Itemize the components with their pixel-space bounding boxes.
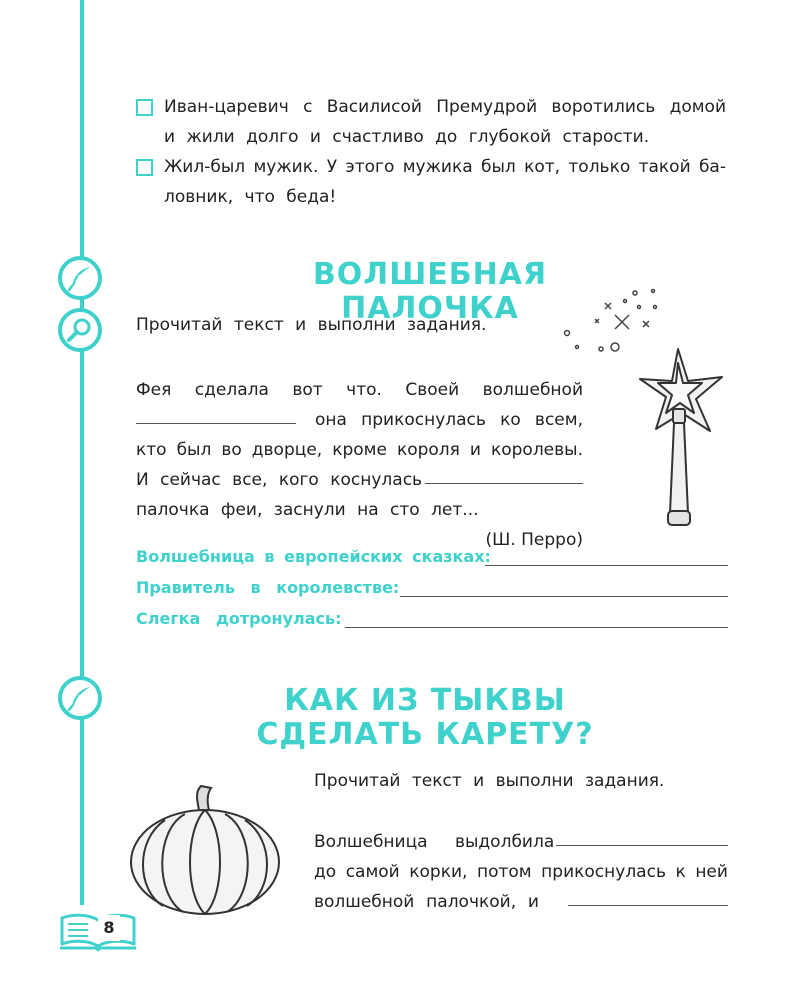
section2-line2-word: ней [695,862,728,882]
section1-line3-word: королевы. [490,440,583,460]
list-item-1-word: воротились [551,97,656,117]
answer-line-ruler[interactable] [400,596,728,597]
section2-line3-word: палочкой, [426,892,517,912]
section2-line3-word: и [527,892,539,912]
list-item-2-word: кот, [524,157,561,177]
list-item-2-line2: ловник, что беда! [164,187,337,207]
question-touched: Слегка дотронулась: [136,609,342,628]
section1-line1-word: Своей [405,380,460,400]
section1-line2-word: прикоснулась [361,410,486,430]
magic-wand-illustration [630,345,740,535]
list-item-2-word: мужика [402,157,473,177]
question-fairy: Волшебница в европейских сказках: [136,547,491,566]
margin-line [80,0,84,905]
list-item-2-word: У [326,157,338,177]
list-item-1-word: Иван-царевич [164,97,289,117]
section2-line2-word: потом [476,862,532,882]
section2-text [314,827,728,917]
section1-line3-word: был [176,440,212,460]
feather-icon [58,256,102,300]
list-item-2-word: только [568,157,631,177]
answer-blank-1[interactable] [136,405,296,424]
list-item-1-word: Премудрой [436,97,538,117]
magnifier-icon [58,308,102,352]
section1-source: (Ш. Перро) [485,530,583,550]
section1-line1-word: что. [346,380,382,400]
section1-line1-word: Фея [136,380,172,400]
section1-line3-word: во [221,440,242,460]
section2-line2-word: к [675,862,686,882]
answer-blank-4[interactable] [568,887,728,906]
list-item-1-word: Василисой [326,97,422,117]
checkbox-item-2[interactable] [136,159,153,176]
section1-line3-word: кроме [332,440,387,460]
section2-line2-word: прикоснулась [541,862,666,882]
section1-line3-word: короля [396,440,460,460]
section2-title-line2: СДЕЛАТЬ КАРЕТУ? [256,717,594,752]
list-item-1-word: с [303,97,313,117]
section2-line3-word: волшебной [314,892,415,912]
answer-blank-2[interactable] [425,465,583,484]
question-ruler: Правитель в королевстве: [136,578,400,597]
section1-line2-word: всем, [534,410,583,430]
section2-line2-word: до [314,862,337,882]
list-item-2 [164,152,726,212]
list-item-1-word: домой [669,97,726,117]
pumpkin-illustration [125,780,285,920]
list-item-2-word: мужик. [253,157,319,177]
section1-text [136,375,583,555]
section2-title-line1: КАК ИЗ ТЫКВЫ [284,683,566,718]
section2-line2-word: самой [345,862,400,882]
answer-line-touched[interactable] [345,627,728,628]
section1-line4: И сейчас все, кого коснулась [136,470,423,490]
section-title-pumpkin [250,684,600,752]
list-item-2-word: ба- [698,157,726,177]
list-item-1 [164,92,726,152]
section1-line2-word: она [315,410,347,430]
feather-icon [58,676,102,720]
page-number: 8 [98,915,120,941]
section2-line1: Волшебница выдолбила [314,832,555,852]
answer-line-fairy[interactable] [485,565,728,566]
list-item-2-word: этого [345,157,395,177]
section1-line2-word: ко [500,410,521,430]
section2-line2-word: корки, [409,862,468,882]
list-item-2-word: Жил-был [164,157,246,177]
section1-line3-word: и [469,440,481,460]
section1-line1-word: сделала [194,380,269,400]
checkbox-item-1[interactable] [136,99,153,116]
section-title-magic-wand: ВОЛШЕБНАЯ ПАЛОЧКА [312,257,548,326]
answer-blank-3[interactable] [556,827,728,846]
section1-line5: палочка феи, заснули на сто лет... [136,500,479,520]
section1-line3-word: дворце, [251,440,323,460]
list-item-2-word: был [480,157,516,177]
section2-instruction: Прочитай текст и выполни задания. [314,771,665,791]
section1-line1-word: вот [292,380,323,400]
section1-line3-word: кто [136,440,167,460]
section1-instruction: Прочитай текст и выполни задания. [136,315,487,335]
list-item-2-word: такой [638,157,691,177]
list-item-1-line2: и жили долго и счастливо до глубокой старости. [164,127,650,147]
section1-line1-word: волшебной [482,380,583,400]
